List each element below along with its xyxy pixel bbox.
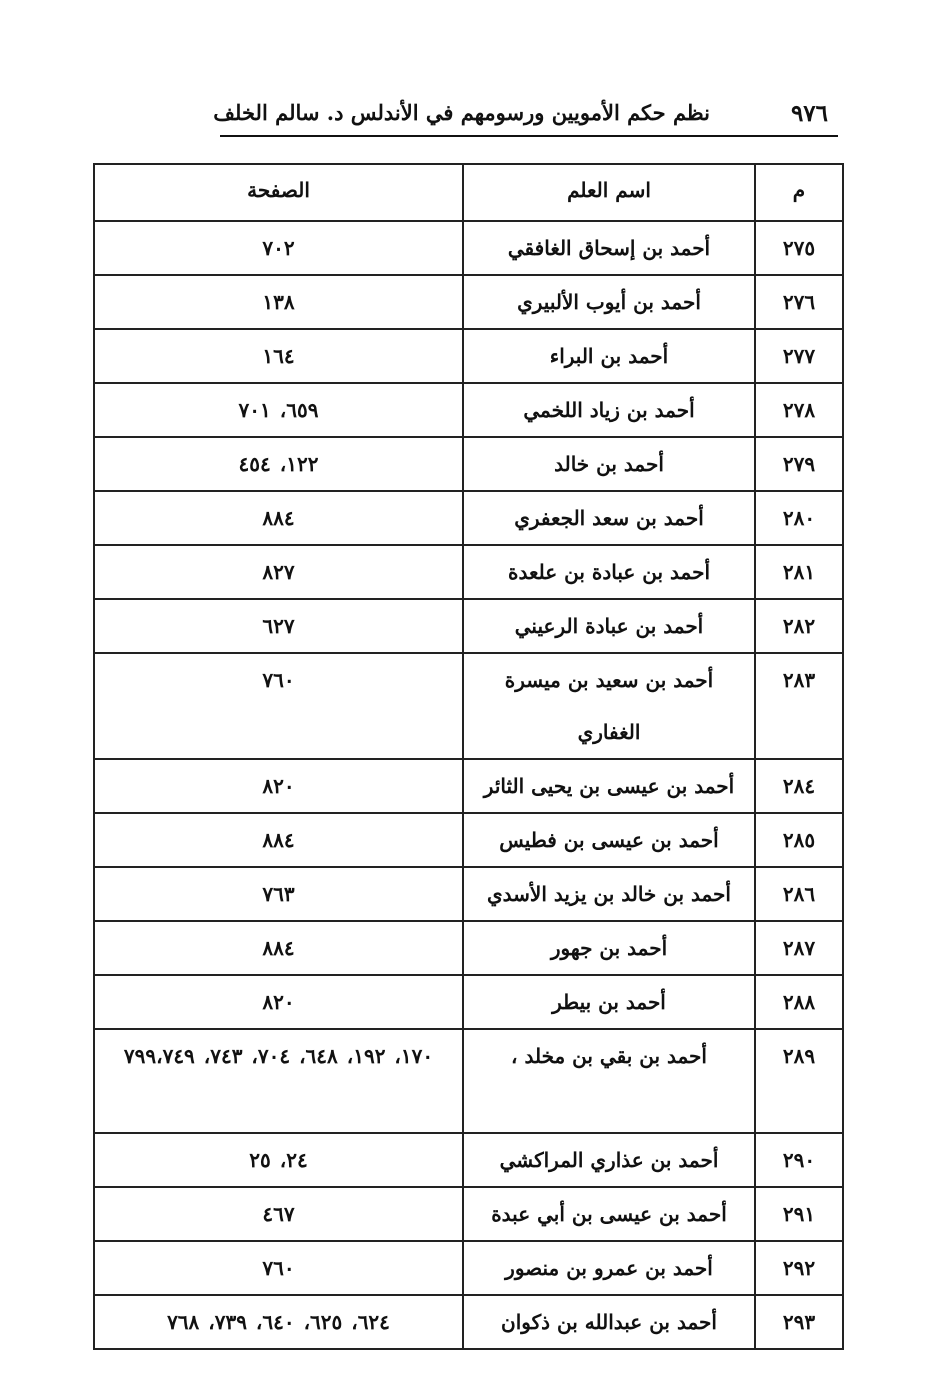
header-divider [220, 135, 838, 137]
page-references: ٦٢٧ [94, 599, 463, 653]
row-number: ٢٨٧ [755, 921, 843, 975]
person-name: أحمد بن أيوب الألبيري [463, 275, 755, 329]
table-row [94, 437, 843, 491]
person-name: أحمد بن عبادة بن علعدة [463, 545, 755, 599]
page-references: ٨٢٠ [94, 975, 463, 1029]
table-row [94, 1029, 843, 1133]
table-row [94, 383, 843, 437]
page-number: ٩٧٦ [790, 100, 828, 127]
page-references: ٢٤، ٢٥ [94, 1133, 463, 1187]
person-name: أحمد بن خالد [463, 437, 755, 491]
table-row [94, 1295, 843, 1349]
page-header [213, 100, 838, 136]
table-row [94, 759, 843, 813]
table-row [94, 653, 843, 759]
person-name: أحمد بن عيسى بن أبي عبدة [463, 1187, 755, 1241]
table-row [94, 221, 843, 275]
person-name: أحمد بن سعد الجعفري [463, 491, 755, 545]
page-references: ٨٢٧ [94, 545, 463, 599]
page-references: ٨٨٤ [94, 813, 463, 867]
table-row [94, 545, 843, 599]
page-references: ٧٦٠ [94, 653, 463, 759]
row-number: ٢٧٩ [755, 437, 843, 491]
row-number: ٢٧٨ [755, 383, 843, 437]
page-references: ٧٦٠ [94, 1241, 463, 1295]
person-name: أحمد بن عيسى بن يحيى الثائر [463, 759, 755, 813]
row-number: ٢٩١ [755, 1187, 843, 1241]
table-row [94, 975, 843, 1029]
page-references: ٨٨٤ [94, 921, 463, 975]
person-name: أحمد بن البراء [463, 329, 755, 383]
table-header-row [94, 164, 843, 221]
person-name: أحمد بن بقي بن مخلد ، [463, 1029, 755, 1133]
row-number: ٢٨٣ [755, 653, 843, 759]
page-references: ٦٢٤، ٦٢٥، ٦٤٠، ٧٣٩، ٧٦٨ [94, 1295, 463, 1349]
person-name: أحمد بن عبادة الرعيني [463, 599, 755, 653]
names-index-table [93, 163, 844, 1350]
row-number: ٢٧٥ [755, 221, 843, 275]
row-number: ٢٨٤ [755, 759, 843, 813]
row-number: ٢٧٦ [755, 275, 843, 329]
row-number: ٢٩٣ [755, 1295, 843, 1349]
row-number: ٢٩٠ [755, 1133, 843, 1187]
table-row [94, 921, 843, 975]
table-row [94, 599, 843, 653]
table-row [94, 1187, 843, 1241]
row-number: ٢٨١ [755, 545, 843, 599]
person-name: أحمد بن عمرو بن منصور [463, 1241, 755, 1295]
column-header-number: م [755, 164, 843, 221]
person-name: أحمد بن بيطر [463, 975, 755, 1029]
page-references: ٧٦٣ [94, 867, 463, 921]
page-references: ٨٨٤ [94, 491, 463, 545]
table-row [94, 813, 843, 867]
table-row [94, 1241, 843, 1295]
row-number: ٢٨٦ [755, 867, 843, 921]
table-row [94, 867, 843, 921]
page-references: ٨٢٠ [94, 759, 463, 813]
person-name: أحمد بن جهور [463, 921, 755, 975]
page-references: ٤٦٧ [94, 1187, 463, 1241]
page-references: ١٢٢، ٤٥٤ [94, 437, 463, 491]
person-name: أحمد بن زياد اللخمي [463, 383, 755, 437]
person-name: أحمد بن عبدالله بن ذكوان [463, 1295, 755, 1349]
person-name: أحمد بن خالد بن يزيد الأسدي [463, 867, 755, 921]
page-references: ١٦٤ [94, 329, 463, 383]
row-number: ٢٨٥ [755, 813, 843, 867]
row-number: ٢٨٠ [755, 491, 843, 545]
page-references: ٧٠٢ [94, 221, 463, 275]
row-number: ٢٧٧ [755, 329, 843, 383]
table-row [94, 275, 843, 329]
table-row [94, 491, 843, 545]
table-row [94, 1133, 843, 1187]
person-name: أحمد بن عذاري المراكشي [463, 1133, 755, 1187]
person-name: أحمد بن عيسى بن فطيس [463, 813, 755, 867]
column-header-page: الصفحة [94, 164, 463, 221]
page-references: ١٣٨ [94, 275, 463, 329]
page-references: ٦٥٩، ٧٠١ [94, 383, 463, 437]
page-references: ١٧٠، ١٩٢، ٦٤٨، ٧٠٤، ٧٤٣، ٧٩٩،٧٤٩ [94, 1029, 463, 1133]
person-name: أحمد بن سعيد بن ميسرة الغفاري [463, 653, 755, 759]
running-title: نظم حكم الأمويين ورسومهم في الأندلس د. سالم الخلف [213, 100, 710, 125]
row-number: ٢٨٩ [755, 1029, 843, 1133]
column-header-name: اسم العلم [463, 164, 755, 221]
row-number: ٢٨٢ [755, 599, 843, 653]
person-name: أحمد بن إسحاق الغافقي [463, 221, 755, 275]
row-number: ٢٩٢ [755, 1241, 843, 1295]
table-row [94, 329, 843, 383]
row-number: ٢٨٨ [755, 975, 843, 1029]
